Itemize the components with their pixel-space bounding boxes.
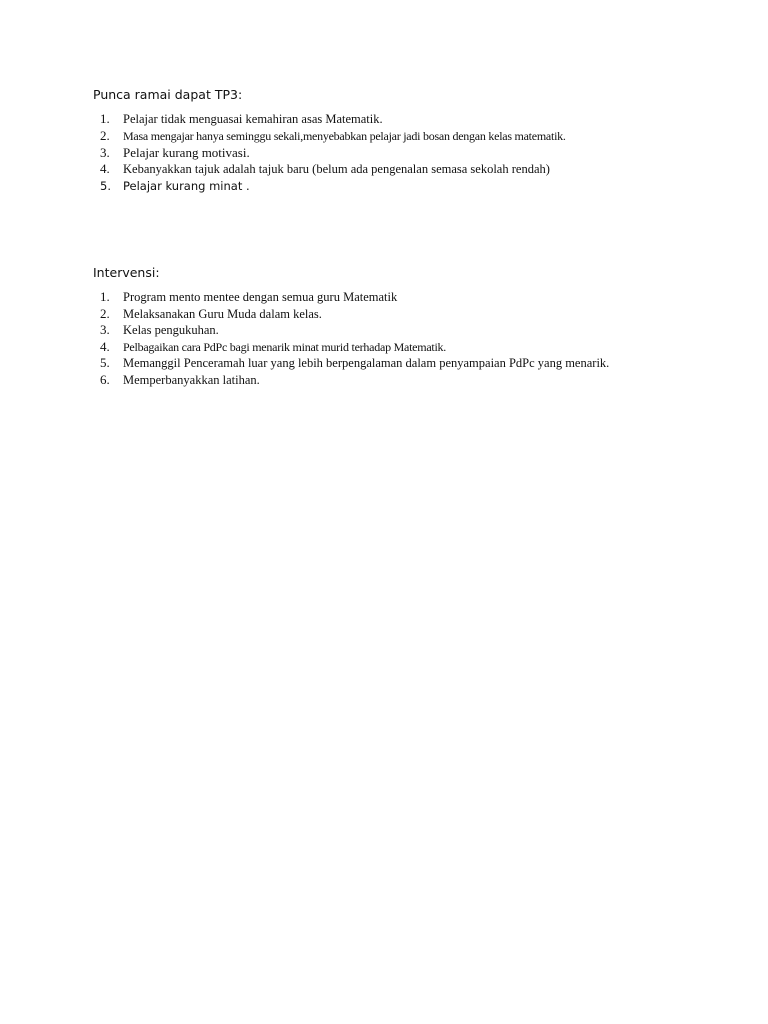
list-item — [93, 111, 713, 128]
list-item-text: Masa mengajar hanya seminggu sekali,menyebabkan pelajar jadi bosan dengan kelas matematik. — [123, 128, 566, 143]
list-item — [93, 355, 713, 372]
list-item-text: Melaksanakan Guru Muda dalam kelas. — [123, 306, 322, 321]
list-item-text: Pelajar kurang minat . — [123, 179, 250, 194]
list-item-text: Memperbanyakkan latihan. — [123, 372, 260, 387]
section-causes — [93, 87, 713, 195]
list-item — [93, 306, 713, 323]
list-item — [93, 178, 713, 195]
list-item-number: 6. — [100, 371, 110, 387]
list-item-text: Pelajar kurang motivasi. — [123, 144, 250, 160]
list-item-number: 3. — [100, 322, 110, 338]
list-item-text: Kelas pengukuhan. — [123, 323, 219, 338]
list-item-text: Memanggil Penceramah luar yang lebih berpengalaman dalam penyampaian PdPc yang menarik. — [123, 356, 610, 371]
list-item — [93, 128, 713, 145]
list-item-number: 5. — [100, 355, 110, 371]
list-item-number: 1. — [100, 111, 110, 126]
list-item-number: 2. — [100, 305, 110, 321]
list-item — [93, 289, 713, 306]
list-item-text: Kebanyakkan tajuk adalah tajuk baru (belum ada pengenalan semasa sekolah rendah) — [123, 162, 550, 177]
list-item-text: Program mento mentee dengan semua guru Matematik — [123, 290, 398, 304]
section-heading: Punca ramai dapat TP3: — [93, 87, 243, 102]
list-item-number: 4. — [100, 161, 110, 177]
list-item — [93, 372, 713, 389]
list-item — [93, 161, 713, 178]
list-item-text: Pelbagaikan cara PdPc bagi menarik minat murid terhadap Matematik. — [123, 339, 447, 354]
section-intervention — [93, 265, 713, 389]
list-item-text: Pelajar tidak menguasai kemahiran asas Matematik. — [123, 112, 383, 126]
list-item-number: 2. — [100, 127, 110, 143]
list-item — [93, 322, 713, 339]
list-item — [93, 145, 713, 162]
list-item-number: 4. — [100, 338, 110, 354]
causes-list — [93, 111, 713, 195]
section-heading: Intervensi: — [93, 265, 160, 280]
intervention-list — [93, 289, 713, 389]
list-item-number: 1. — [100, 289, 110, 304]
list-item-number: 3. — [100, 144, 110, 160]
list-item — [93, 339, 713, 356]
list-item-number: 5. — [100, 179, 111, 194]
